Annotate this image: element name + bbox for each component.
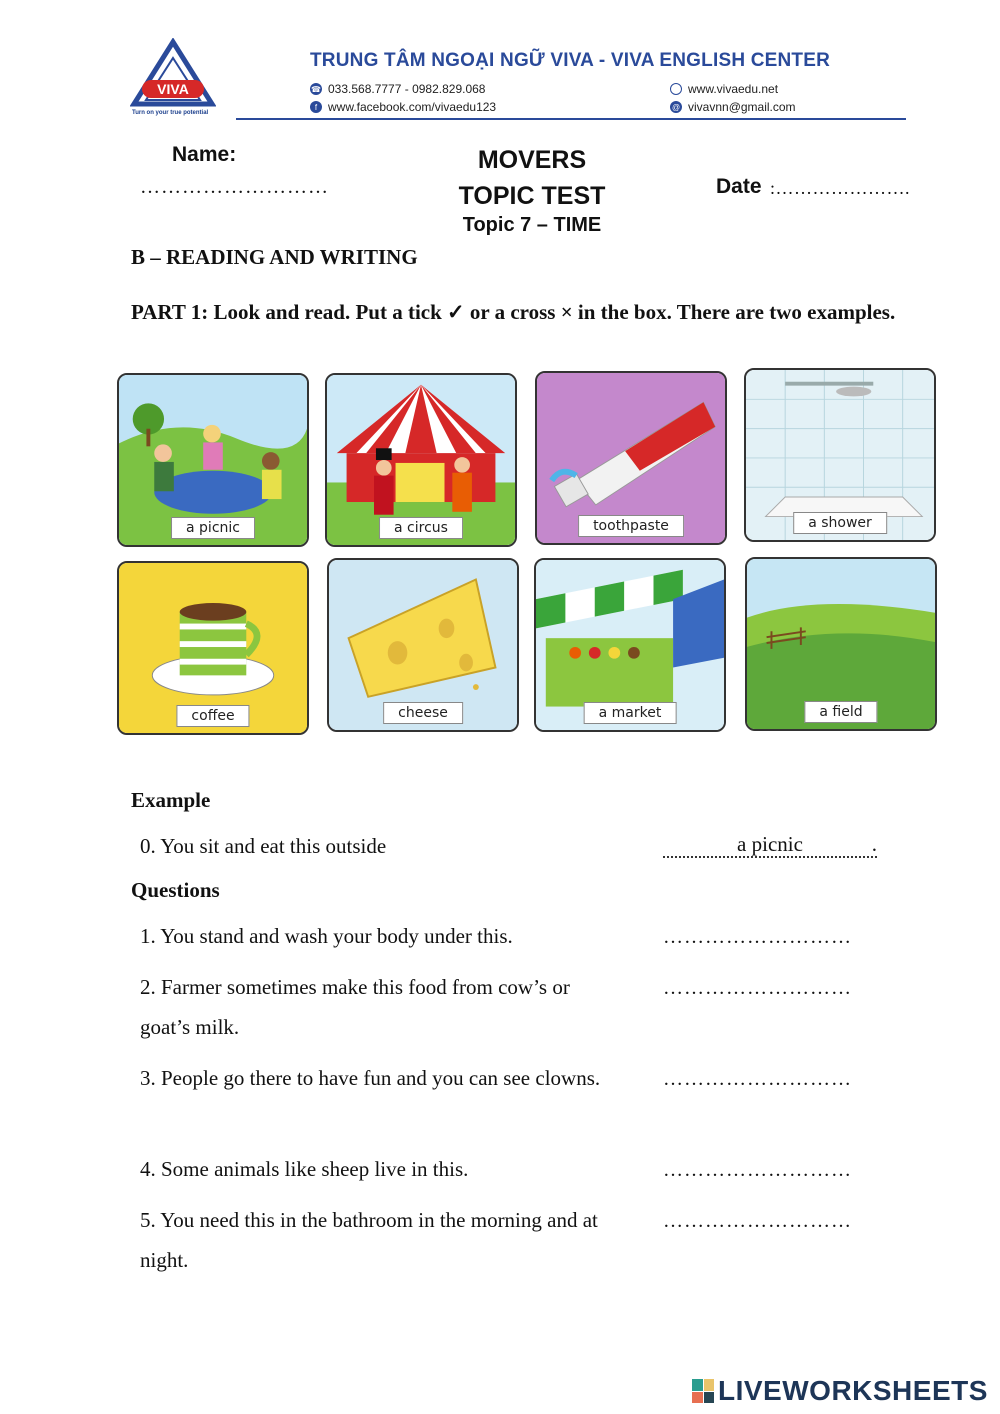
question-5: 5. You need this in the bathroom in the morning and at night. (140, 1208, 598, 1272)
phone-text: 033.568.7777 - 0982.829.068 (328, 82, 486, 96)
question-3: 3. People go there to have fun and you can see clowns. (140, 1066, 601, 1090)
question-2: 2. Farmer sometimes make this food from cow’s or goat’s milk. (140, 975, 570, 1039)
section-title: B – READING AND WRITING (131, 245, 418, 269)
picture-cheese (327, 558, 519, 732)
example-heading: Example (131, 788, 211, 812)
picture-circus (325, 373, 517, 547)
answer-field-4[interactable]: ……………………… (663, 1159, 852, 1181)
answer-field-3[interactable]: ……………………… (663, 1068, 852, 1090)
answer-field-2[interactable]: ……………………… (663, 977, 852, 999)
email-contact (670, 100, 796, 114)
picture-label: coffee (176, 705, 249, 727)
center-name: TRUNG TÂM NGOẠI NGỮ VIVA - VIVA ENGLISH CENTER (310, 50, 831, 71)
picture-label: a picnic (171, 517, 255, 539)
header-divider (236, 118, 906, 120)
answer-field-5[interactable]: ……………………… (663, 1210, 852, 1232)
question-1: 1. You stand and wash your body under this. (140, 924, 513, 948)
website-text: www.vivaedu.net (688, 82, 779, 96)
picture-label: toothpaste (578, 515, 684, 537)
picture-label: a circus (379, 517, 463, 539)
picture-shower (744, 368, 936, 542)
picture-label: cheese (383, 702, 463, 724)
questions-heading: Questions (131, 878, 220, 902)
website-contact (670, 82, 778, 96)
answer-field-1[interactable]: ……………………… (663, 926, 852, 948)
logo-slogan: Turn on your true potential (132, 110, 209, 116)
email-text: vivavnn@gmail.com (688, 100, 796, 114)
globe-icon (670, 83, 682, 95)
picture-market (534, 558, 726, 732)
topic-title: Topic 7 – TIME (462, 214, 602, 236)
header (130, 38, 906, 122)
example-answer-text: a picnic (737, 832, 803, 856)
picture-label: a shower (793, 512, 887, 534)
facebook-text: www.facebook.com/vivaedu123 (328, 100, 497, 114)
picture-coffee (117, 561, 309, 735)
name-label: Name: (172, 143, 237, 166)
liveworksheets-text: LIVEWORKSHEETS (718, 1375, 988, 1406)
part-instructions: PART 1: Look and read. Put a tick ✓ or a cross × in the box. There are two examples. (131, 300, 896, 324)
date-field[interactable]: :…………………. (770, 178, 911, 198)
test-title (432, 142, 632, 214)
name-field[interactable]: ……………………… (140, 176, 329, 198)
picture-picnic (117, 373, 309, 547)
viva-logo (130, 38, 216, 118)
phone-icon: ☎ (311, 84, 321, 94)
title-line-topic-test: TOPIC TEST (458, 182, 606, 210)
picture-toothpaste (535, 371, 727, 545)
phone-contact (310, 82, 485, 96)
example-answer-period: . (871, 832, 877, 856)
liveworksheets-brand (692, 1375, 988, 1407)
picture-label: a field (804, 701, 877, 723)
title-line-movers: MOVERS (477, 146, 587, 174)
date-label: Date (716, 175, 762, 198)
example-question: 0. You sit and eat this outside (140, 834, 387, 858)
facebook-icon: f (310, 101, 322, 113)
logo-text: VIVA (157, 81, 189, 97)
facebook-contact (310, 100, 496, 114)
question-4: 4. Some animals like sheep live in this. (140, 1157, 469, 1181)
example-answer (663, 832, 877, 858)
liveworksheets-icon (692, 1379, 714, 1403)
picture-label: a market (584, 702, 677, 724)
email-icon: @ (671, 102, 681, 112)
picture-field (745, 557, 937, 731)
